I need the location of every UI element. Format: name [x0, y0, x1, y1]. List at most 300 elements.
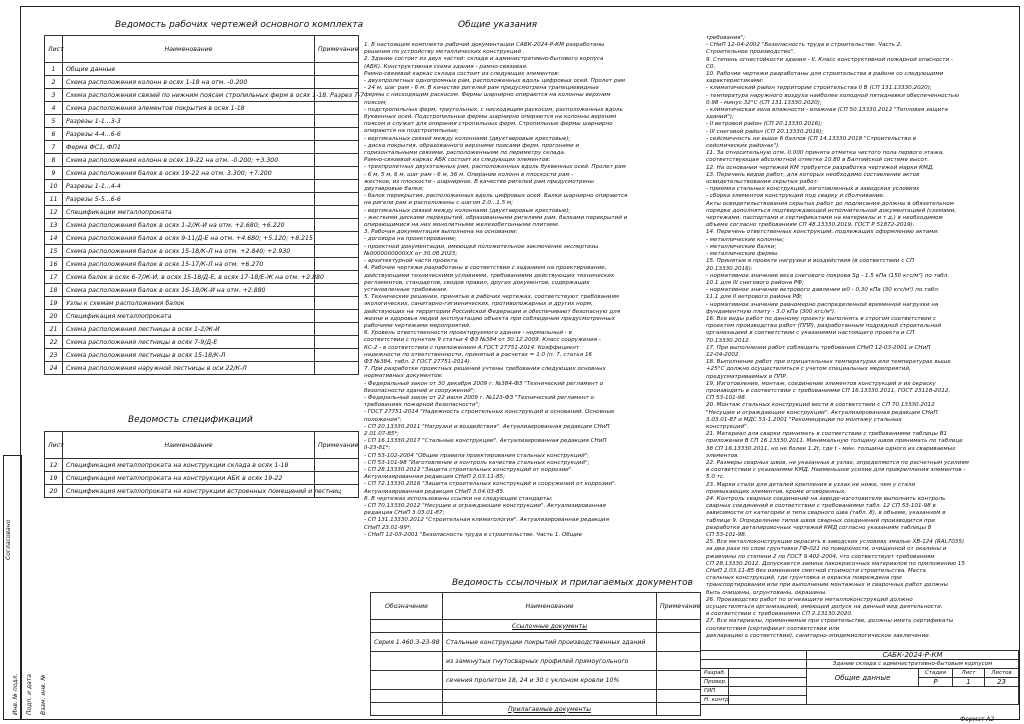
table-row	[45, 297, 359, 310]
note-line: - ГОСТ 27751-2014 "Надежность строительных конструкций и оснований. Основные	[364, 409, 615, 416]
note-line: осуществляться организацией, имеющей допуск на данный вид деятельности,	[706, 604, 943, 611]
note-line: на ригели рам и расположены с шагом 2.0...1.5 м;	[364, 200, 514, 207]
table-row	[45, 128, 359, 141]
table-row	[45, 323, 359, 336]
row-title: Разрезы 1-1...3-3	[63, 115, 315, 128]
note-line: 7. При разработке проектных решений учтены требования следующих основных	[364, 366, 606, 373]
note-line: - СП 53-102-2004 "Общие правила проектирования стальных конструкций";	[364, 452, 590, 459]
document-code: САБК-2024-Р-КМ	[807, 651, 1019, 660]
table-row	[45, 219, 359, 232]
table-row	[45, 336, 359, 349]
note-line: - СП 53-101-98 "Изготовление и контроль качества стальных конструкций";	[364, 459, 590, 466]
note-line: СП 53-101-98.	[706, 395, 747, 402]
note-line: №0000000000XX от 30.08.2023;	[364, 250, 458, 257]
note-line: II-23-81*;	[364, 445, 391, 452]
row-note	[315, 472, 359, 485]
row-sheet-number: 8	[45, 154, 63, 167]
note-line: 38 СП 16.13330.2011, но не более 1.2t, где t - мин. толщина одного из свариваемых	[706, 445, 956, 452]
table-row	[45, 472, 359, 485]
note-line: - нормативное значение веса снегового покрова Sg - 1.5 кПа (150 кгс/м²) по табл.	[706, 272, 950, 279]
spec-col-header-sheet: Лист	[45, 432, 63, 459]
table-row	[45, 141, 359, 154]
row-note	[315, 336, 359, 349]
note-line: 70.13330.2012.	[706, 337, 751, 344]
note-line: - III снеговой район (СП 20.13330.2016);	[706, 128, 824, 135]
row-title: Спецификация металлопроката	[63, 310, 315, 323]
note-line: быть очищены, огрунтованы, окрашены.	[706, 589, 828, 596]
row-title: Схема расположения балок в осях 9-11/Д-Е на отм. +4.680; +5.120; +8.215	[63, 232, 315, 245]
note-line: - температура наружного воздуха наиболее холодной пятидневки обеспеченностью	[706, 92, 959, 99]
note-line: - приемка стальных конструкций, изготовленных в заводских условиях	[706, 186, 920, 193]
note-line: 25. Все металлоконструкции окрасить в заводских условиях эмалью ХВ-124 (RAL7035)	[706, 539, 965, 546]
ref-name-cell: сечения пролетом 18, 24 и 30 с уклоном кровли 10%	[443, 671, 657, 690]
row-note	[315, 63, 359, 76]
ref-code-cell: Серия 1.460.3-23-98	[371, 633, 443, 652]
row-sheet-number: 1	[45, 63, 63, 76]
row-title: Схема расположения связей по нижним поясам стропильных ферм в осях 1-18. Разрез 7-7	[63, 89, 315, 102]
row-sheet-number: 20	[45, 485, 63, 498]
sign-date-label: Подп. и дата	[26, 674, 33, 715]
note-line: редакция СНиП 3.03.01-87;	[364, 510, 445, 517]
note-line: - сейсмичность не выше 6 баллов (СП 14.13330.2018 "Строительство в	[706, 135, 917, 142]
note-line: 23. Марки стали для деталей крепления в узлах не ниже, чем у стали	[706, 481, 915, 488]
sheet-value: 1	[953, 678, 985, 687]
note-line: зависимости от категории и типа сварного шва (табл. 8), в объеме, указанном в	[706, 510, 946, 517]
table-row	[45, 115, 359, 128]
row-note	[315, 323, 359, 336]
row-sheet-number: 15	[45, 245, 63, 258]
note-line: транспортировании или при выполнении монтажных и сварочных работ должны	[706, 582, 949, 589]
note-line: сварных соединений в соответствии с требованиями табл. 12 СП 53-101-98 в	[706, 503, 936, 510]
spec-col-header-note: Примечание	[315, 432, 359, 459]
row-sheet-number: 5	[45, 115, 63, 128]
drawing-list-title: Ведомость рабочих чертежей основного комплекта	[115, 20, 364, 30]
note-line: - договора на проектирование;	[364, 236, 457, 243]
note-line: ФЗ №384, табл. 2 ГОСТ 27751-2014).	[364, 358, 472, 365]
row-sheet-number: 24	[45, 362, 63, 375]
note-line: - Федеральный закон от 30 декабря 2009 г. №384-ФЗ "Технический регламент о	[364, 380, 604, 387]
note-line: - 6 м, 5 м, 6 м, шаг рам - 6 м, 36 м. Опирание колонн в плоскости рам -	[364, 171, 574, 178]
note-line: декларацию о соответствии), санитарно-эпидемиологическое заключение.	[706, 632, 931, 639]
note-line: организацией в соответствии с указаниями настоящего проекта и СП	[706, 330, 915, 337]
note-line: фермы с нисходящим раскосом. Фермы шарнирно опираются на колонны верхним	[364, 92, 611, 99]
row-sheet-number: 2	[45, 76, 63, 89]
note-line: 27. Все материалы, применяемые при строительстве, должны иметь сертификаты	[706, 618, 954, 625]
row-title: Схема расположения балок в осях 1-2/Ж-И на отм. +2.680; +6.220	[63, 219, 315, 232]
note-line: за два раза по слою грунтовки ГФ-021 по поверхности, очищенной от окалины и	[706, 546, 947, 553]
row-sheet-number: 16	[45, 258, 63, 271]
row-sheet-number: 12	[45, 459, 63, 472]
row-note	[315, 245, 359, 258]
table-row	[45, 258, 359, 271]
row-sheet-number: 7	[45, 141, 63, 154]
row-note	[315, 115, 359, 128]
note-line: 8. В чертежах использованы ссылки на следующие стандарты:	[364, 495, 553, 502]
row-note	[315, 141, 359, 154]
table-row	[45, 362, 359, 375]
sheets-value: 23	[985, 678, 1019, 687]
note-line: - вертикальных связей между колоннами (двухтавровые крестовые);	[364, 135, 571, 142]
ref-section-attached: Прилагаемые документы	[443, 703, 657, 716]
note-line: Актуализированная редакция СНиП 2.03.11-85;	[364, 474, 505, 481]
row-note	[315, 284, 359, 297]
note-line: 12. На основании чертежей КМ требуется разработка чертежей марки КМД.	[706, 164, 934, 171]
note-line: - диска покрытия, образованного верхними поясами ферм, прогонами и	[364, 142, 580, 149]
note-line: - СНиП 12-03-2001 "Безопасность труда в строительстве. Часть 1. Общие	[364, 531, 583, 538]
table-row	[45, 271, 359, 284]
note-line: чертежами, паспортами и сертификатами на материалы и т.д.) в необходимом	[706, 215, 943, 222]
note-line: - климатический район территории строительства II В (СП 131.13330.2020);	[706, 85, 932, 92]
note-line: - нормативное значение ветрового давления w0 - 0.30 кПа (30 кгс/м²) по табл.	[706, 287, 940, 294]
row-title: Схема расположения колонн в осях 19-22 на отм. -0.200; +3.300	[63, 154, 315, 167]
row-title: Схема расположения лестницы в осях 15-18/К-Л	[63, 349, 315, 362]
note-line: 15. Принятые в проекте нагрузки и воздействия (в соответствии с СП	[706, 258, 915, 265]
note-line: - СП 16.13330.2017 "Стальные конструкции". Актуализированная редакция СНиП	[364, 438, 607, 445]
table-row	[45, 102, 359, 115]
row-note	[315, 362, 359, 375]
ref-docs-table	[370, 592, 701, 716]
table-row	[45, 193, 359, 206]
row-sheet-number: 23	[45, 349, 63, 362]
note-line: соответствии с пунктом 9 статьи 4 ФЗ №384 от 30.12.2009. Класс сооружения -	[364, 337, 601, 344]
note-line: требованиях пожарной безопасности";	[364, 402, 481, 409]
note-line: 3. Рабочая документация выполнена на основании:	[364, 229, 518, 236]
row-title: Схема расположения балок в осях 15-17/К-Л на отм. +6.270	[63, 258, 315, 271]
sheet-name: Общие данные	[807, 669, 919, 687]
row-title: Схема расположения лестницы в осях 7-9/Д-Е	[63, 336, 315, 349]
sheets-label: Листов	[985, 669, 1019, 678]
row-sheet-number: 9	[45, 167, 63, 180]
note-line: 10. Рабочие чертежи разработаны для строительства в районе со следующими	[706, 71, 944, 78]
table-row	[45, 180, 359, 193]
note-line: характеристиками:	[706, 78, 764, 85]
row-title: Спецификация металлопроката на конструкции АБК в осях 19-22	[63, 472, 315, 485]
table-row	[45, 310, 359, 323]
note-line: 11. За относительную отм. 0.000 принята отметка чистого пола первого этажа,	[706, 150, 944, 157]
note-line: 19. Изготовление, монтаж, соединение элементов конструкций и их окраску	[706, 380, 936, 387]
sheet-label: Лист	[953, 669, 985, 678]
ref-col-header-code: Обозначение	[371, 593, 443, 620]
row-sheet-number: 17	[45, 271, 63, 284]
note-line: - СП 20.13330.2011 "Нагрузки и воздействия". Актуализированная редакция СНиП	[364, 423, 610, 430]
row-note	[315, 310, 359, 323]
note-line: 6. Уровень ответственности проектируемого здания - нормальный - в	[364, 330, 572, 337]
note-line: - металлические фермы.	[706, 251, 780, 258]
note-line: СНиП 2.03.11-85 без изменения сметной стоимости строительства. Места	[706, 568, 926, 575]
role-developer: Разраб.	[701, 669, 729, 678]
row-note	[315, 258, 359, 271]
table-row	[45, 459, 359, 472]
note-line: СНиП 23.01-99*;	[364, 524, 412, 531]
row-note	[315, 128, 359, 141]
ref-docs-title: Ведомость ссылочных и прилагаемых документов	[452, 578, 693, 588]
row-note	[315, 180, 359, 193]
row-sheet-number: 14	[45, 232, 63, 245]
row-note	[315, 349, 359, 362]
row-note	[315, 193, 359, 206]
col-header-name: Наименование	[63, 36, 315, 63]
note-line: 5.0 тс.	[706, 474, 725, 481]
note-line: экологических, санитарно-гигиенических, противопожарных и других норм,	[364, 301, 593, 308]
row-note	[315, 459, 359, 472]
row-sheet-number: 18	[45, 284, 63, 297]
note-line: - трехпролетных двухэтажных рам, расположенных вдоль буквенных осей. Пролет рам	[364, 164, 626, 171]
note-line: - СНиП 12-04-2002 "Безопасность труда в строительстве. Часть 2.	[706, 42, 903, 49]
table-row	[45, 63, 359, 76]
spec-col-header-name: Наименование	[63, 432, 315, 459]
note-line: фундаментную плиту - 3.0 кПа (300 кгс/м²).	[706, 308, 836, 315]
note-line: 2. Здание состоит из двух частей: склада и административно-бытового корпуса	[364, 56, 604, 63]
agreed-label: Согласовано	[5, 519, 12, 560]
row-sheet-number: 19	[45, 472, 63, 485]
format-label: Формат А2	[960, 716, 995, 723]
note-line: Строительное производство".	[706, 49, 795, 56]
note-line: +25°С должно осуществляться с учетом специальных мероприятий,	[706, 366, 911, 373]
note-line: 16. Все виды работ по данному проекту выполнять в строгом соответствии с	[706, 315, 937, 322]
note-line: 11.1 для II ветрового района РФ;	[706, 294, 803, 301]
note-line: требования";	[706, 35, 745, 41]
note-line: нормативных документов:	[364, 373, 443, 380]
note-line: - балок перекрытия, расположенных вдоль цифровых осей. Балки шарнирно опираются	[364, 193, 628, 200]
note-line: - II ветровой район (СП 20.13330.2016);	[706, 121, 823, 128]
note-line: освидетельствования скрытых работ:	[706, 179, 819, 186]
note-line: действующих на территории Российской Федерации и обеспечивают безопасную для	[364, 308, 621, 315]
row-sheet-number: 22	[45, 336, 63, 349]
note-line: 10.1 для III снегового района РФ;	[706, 279, 804, 286]
row-title: Схема балок в осях 6-7/Ж-И, в осях 15-18/Д-Е, в осях 17-18/Е-Ж на отм. +2.880	[63, 271, 315, 284]
note-line: положения";	[364, 416, 402, 423]
note-line: разработке деталировочных чертежей КМД согласно указаниям таблицы 8	[706, 524, 932, 531]
table-row	[45, 76, 359, 89]
row-note	[315, 76, 359, 89]
ref-section-linked: Ссылочные документы	[443, 620, 657, 633]
row-title: Спецификации металлопроката	[63, 206, 315, 219]
note-line: надежности по ответственности, принятый в расчетах = 1.0 (п. 7, статья 16	[364, 351, 592, 358]
table-row	[45, 245, 359, 258]
row-title: Схема расположения балок в осях 19-22 на отм. 3.300; +7.200	[63, 167, 315, 180]
note-line: Рамно-связевой каркас склада состоит из следующих элементов:	[364, 70, 560, 77]
table-row	[45, 349, 359, 362]
note-line: Акты освидетельствования скрытых работ до подписания должны в обязательном	[706, 200, 954, 207]
spec-list-title: Ведомость спецификаций	[128, 415, 253, 425]
row-title: Спецификация металлопроката на конструкции встроенных помещений и лестниц	[63, 485, 315, 498]
note-line: - двухпролетных однопромных рам, расположенных вдоль цифровых осей. Пролет рам	[364, 78, 626, 85]
general-notes-title: Общие указания	[458, 20, 538, 30]
note-line: жизни и здоровья людей эксплуатацию объекта при соблюдении предусмотренных	[364, 315, 616, 322]
row-title: Разрезы 4-4...6-6	[63, 128, 315, 141]
note-line: установленные требования.	[364, 286, 448, 293]
row-sheet-number: 10	[45, 180, 63, 193]
row-title: Схема расположения колонн в осях 1-18 на отм. -0.200	[63, 76, 315, 89]
replace-inv-label: Взам. инв. №	[40, 674, 47, 715]
row-title: Ферма ФС1, ФП1	[63, 141, 315, 154]
note-line: - сборка элементов конструкций под сварку и сболчивание.	[706, 193, 885, 200]
drawing-list-table	[44, 35, 365, 375]
row-title: Схема расположения лестницы в осях 1-2/Ж-И	[63, 323, 315, 336]
row-title: Схема расположения балок в осях 15-18/К-Л на отм. +2.840; +2.930	[63, 245, 315, 258]
row-sheet-number: 11	[45, 193, 63, 206]
note-line: 21. Материал для сварки принимать в соответствии с требованиями таблицы В1	[706, 431, 948, 438]
note-line: сейсмических районах").	[706, 143, 780, 150]
role-norm-control: Н. контр.	[701, 696, 729, 705]
row-sheet-number: 20	[45, 310, 63, 323]
note-line: предусматриваемых в ППР.	[706, 373, 788, 380]
note-line: СП 28.13330.2012. Допускается замена лакокрасочных материалов по приложению 15	[706, 560, 965, 567]
note-line: жесткое, из плоскости - шарнирное. В качестве ригелей рам предусмотрены	[364, 178, 594, 185]
note-line: стальных конструкций, где грунтовка и окраска повреждена при	[706, 575, 902, 582]
ref-name-cell: из замкнутых гнутосварных профилей прямоугольного	[443, 652, 657, 671]
note-line: 5. Технические решения, принятые в рабочих чертежах, соответствуют требованиям	[364, 294, 620, 301]
note-line: буквенных осей. Подстропильные фермы шарнирно опираются на колонны верхним	[364, 114, 617, 121]
role-gip: ГИП	[701, 687, 729, 696]
row-note	[315, 167, 359, 180]
note-line: производить в соответствии с требованиями СП 16.13330.2011, ГОСТ 23118-2012,	[706, 387, 951, 394]
note-line: Актуализированная редакция СНиП 3.04.03-85.	[364, 488, 505, 495]
general-notes-col1	[364, 42, 700, 562]
note-line: решения по устройству металлических конструкций .	[364, 49, 525, 56]
row-sheet-number: 4	[45, 102, 63, 115]
note-line: действующими техническими условиями, требованиями действующих технических	[364, 272, 615, 279]
object-name: Здание склада с административно-бытовым корпусом	[807, 660, 1019, 669]
ref-col-header-note: Примечание	[657, 593, 701, 620]
row-note	[315, 219, 359, 232]
note-line: ржавчины по степени 2 по ГОСТ 9.402-2004, что соответствует требованиям	[706, 553, 935, 560]
note-line: - СП 28.13330.2012 "Защита строительных конструкций от коррозии".	[364, 466, 574, 473]
row-note	[315, 206, 359, 219]
row-title: Схема расположения балок в осях 16-18/Ж-И на отм. +2.880	[63, 284, 315, 297]
table-row	[45, 232, 359, 245]
note-line: 26. Производство работ по огнезащите металлоконструкций должно	[706, 596, 913, 603]
row-sheet-number: 12	[45, 206, 63, 219]
note-line: - архитектурной части проекта.	[364, 258, 459, 265]
note-line: примыкающих элементов, кроме оговоренных.	[706, 488, 847, 495]
note-line: 14. Перечень ответственных конструкций, подлежащих оформлению актами:	[706, 229, 939, 236]
note-line: (АБК). Конструктивная схема здания - рамно-связевая.	[364, 63, 528, 70]
row-title: Схема расположения элементов покрытия в осях 1-18	[63, 102, 315, 115]
note-line: элементов.	[706, 452, 740, 459]
note-line: рабочими чертежами мероприятий.	[364, 322, 471, 329]
note-line: "Несущие и ограждающие конструкции". Актуализированная редакция СНиП	[706, 409, 938, 416]
note-line: горизонтальными связями, расположенными по периметру склада.	[364, 150, 566, 157]
note-line: в соответствии с требованиями СП 2.13130.2020.	[706, 611, 853, 618]
note-line: - 24 м, шаг рам - 6 м. В качестве ригелей рам предусмотрена трапециевидные	[364, 85, 599, 92]
note-line: - климатическая зона влажности - влажная (СП 50.13330.2012 "Тепловая защита	[706, 107, 948, 114]
row-sheet-number: 19	[45, 297, 63, 310]
note-line: 3.03.01-87 и МДС 53-1.2001 "Рекомендации по монтажу стальных	[706, 416, 902, 423]
note-line: опираются на подстропильные;	[364, 128, 459, 135]
note-line: - СП 72.13330.2016 "Защита строительных конструкций и сооружений от коррозии".	[364, 481, 617, 488]
col-header-sheet: Лист	[45, 36, 63, 63]
general-notes-col2	[706, 35, 1011, 717]
note-line: соответствующая абсолютной отметке 10.80 в Балтийской системе высот.	[706, 157, 929, 164]
table-row	[45, 206, 359, 219]
note-line: таблице 9. Определение типов швов сварных соединений производится при	[706, 517, 935, 524]
note-line: - металлические колонны;	[706, 236, 785, 243]
note-line: 20.13330.2016):	[706, 265, 753, 272]
spec-list-table	[44, 431, 359, 498]
ref-name-cell: Стальные конструкции покрытий производственных зданий	[443, 633, 657, 652]
row-note	[315, 102, 359, 115]
row-sheet-number: 13	[45, 219, 63, 232]
note-line: объеме согласно требованиям СП 48.13330.2019, ГОСТ Р 51872-2019).	[706, 222, 915, 229]
note-line: двутавровые балки;	[364, 186, 424, 193]
row-title: Узлы к схемам расположения балок	[63, 297, 315, 310]
note-line: опирающимися на них монолитными железобетонными плитами.	[364, 222, 560, 229]
note-line: соответствия (сертификат соответствия или	[706, 625, 840, 632]
note-line: приложения В СП 16.13330.2011. Минимальную толщину швов принимать по таблице	[706, 438, 963, 445]
note-line: конструкций".	[706, 423, 749, 430]
note-line: в соответствии с указаниями КМД. Наименьшее усилие для прикрепления элементов -	[706, 467, 966, 474]
note-line: - металлические балки;	[706, 243, 777, 250]
row-sheet-number: 3	[45, 89, 63, 102]
note-line: 13. Перечень видов работ, для которых необходимо составление актов	[706, 171, 920, 178]
note-line: зданий");	[706, 114, 734, 121]
row-title: Общие данные	[63, 63, 315, 76]
note-line: поясом;	[364, 99, 388, 106]
note-line: порядке дополняться подтверждающей исполнительной документацией (схемами,	[706, 207, 957, 214]
note-line: 12-04-2002.	[706, 351, 741, 358]
ref-col-header-name: Наименование	[443, 593, 657, 620]
table-row	[45, 89, 359, 102]
note-line: - нормативное значение равномерно распределенной временной нагрузки на	[706, 301, 939, 308]
note-line: 1. В настоящем комплекте рабочей документации САБК-2024-Р-КМ разработаны	[364, 42, 605, 48]
inv-number-label: Инв. № подл.	[12, 673, 19, 715]
stage-label: Стадия	[919, 669, 953, 678]
table-row	[45, 167, 359, 180]
note-line: поясом и служат для опирания стропильных ферм. Стропильные фермы шарнирно	[364, 121, 613, 128]
row-sheet-number: 21	[45, 323, 63, 336]
row-note	[315, 154, 359, 167]
note-line: - СП 70.13330.2012 "Несущие и ограждающие конструкции". Актуализированная	[364, 503, 606, 509]
note-line: С0.	[706, 63, 716, 70]
note-line: КС-2 - в соответствии с приложением А ГОСТ 27751-2014. Коэффициент	[364, 344, 580, 351]
row-note	[315, 232, 359, 245]
note-line: - подстропильных ферм, треугольных, с нисходящим раскосом, расположенных вдоль	[364, 106, 623, 113]
note-line: - СП 131.13330.2012 "Строительная климатология". Актуализированная редакция	[364, 517, 609, 524]
note-line: 18. Выполнение работ при отрицательных температурах или температурах выше	[706, 359, 951, 366]
note-line: 17. При выполнении работ соблюдать требования СНиП 12-03-2001 и СНиП	[706, 344, 931, 351]
note-line: - Федеральный закон от 22 июля 2009 г. №123-ФЗ "Технический регламент о	[364, 394, 594, 401]
note-line: 2.01.07-85*;	[364, 430, 400, 437]
note-line: 4. Рабочие чертежи разработаны в соответствии с заданием на проектирование,	[364, 265, 607, 272]
note-line: 20. Монтаж стальных конструкций вести в соответствии с СП 70.13330.2012	[706, 402, 935, 409]
note-line: 24. Контроль сварных соединений на заводе-изготовителе выполнить контроль	[706, 496, 946, 502]
table-row	[45, 284, 359, 297]
col-header-note: Примечание	[315, 36, 359, 63]
note-line: СП 53-101-98.	[706, 532, 747, 539]
note-line: 9. Степень огнестойкости здания - II. Класс конструктивной пожарной опасности -	[706, 56, 953, 63]
row-title: Схема расположения наружной лестницы в оси 22/К-Л	[63, 362, 315, 375]
note-line: - жесткими дисками перекрытий, образованными ригелями рам, балками перекрытий и	[364, 214, 628, 221]
note-line: безопасности зданий и сооружений";	[364, 387, 476, 394]
note-line: 0.98 - минус 32°С (СП 131.13330.2020);	[706, 99, 822, 106]
row-title: Спецификация металлопроката на конструкции склада в осях 1-18	[63, 459, 315, 472]
note-line: - вертикальных связей между колоннами (двухтавровые крестовые);	[364, 207, 571, 214]
note-line: - проектной документации, имеющей положительное заключение экспертизы	[364, 243, 599, 250]
note-line: регламентов, стандартов, сводов правил, других документов, содержащих	[364, 279, 590, 286]
table-row	[45, 485, 359, 498]
note-line: проектом производства работ (ППР), разработанным подрядной строительной	[706, 323, 942, 330]
role-checker: Провер.	[701, 678, 729, 687]
note-line: 22. Размеры сварных швов, не указанных в узлах, определяются по расчетным усилиям	[706, 459, 969, 466]
stage-value: Р	[919, 678, 953, 687]
row-title: Разрезы 1-1...4-4	[63, 180, 315, 193]
row-title: Разрезы 5-5...6-6	[63, 193, 315, 206]
row-note	[315, 297, 359, 310]
table-row	[45, 154, 359, 167]
title-block	[700, 650, 1019, 705]
note-line: Рамно-связевой каркас АБК состоит из следующих элементов:	[364, 157, 551, 164]
